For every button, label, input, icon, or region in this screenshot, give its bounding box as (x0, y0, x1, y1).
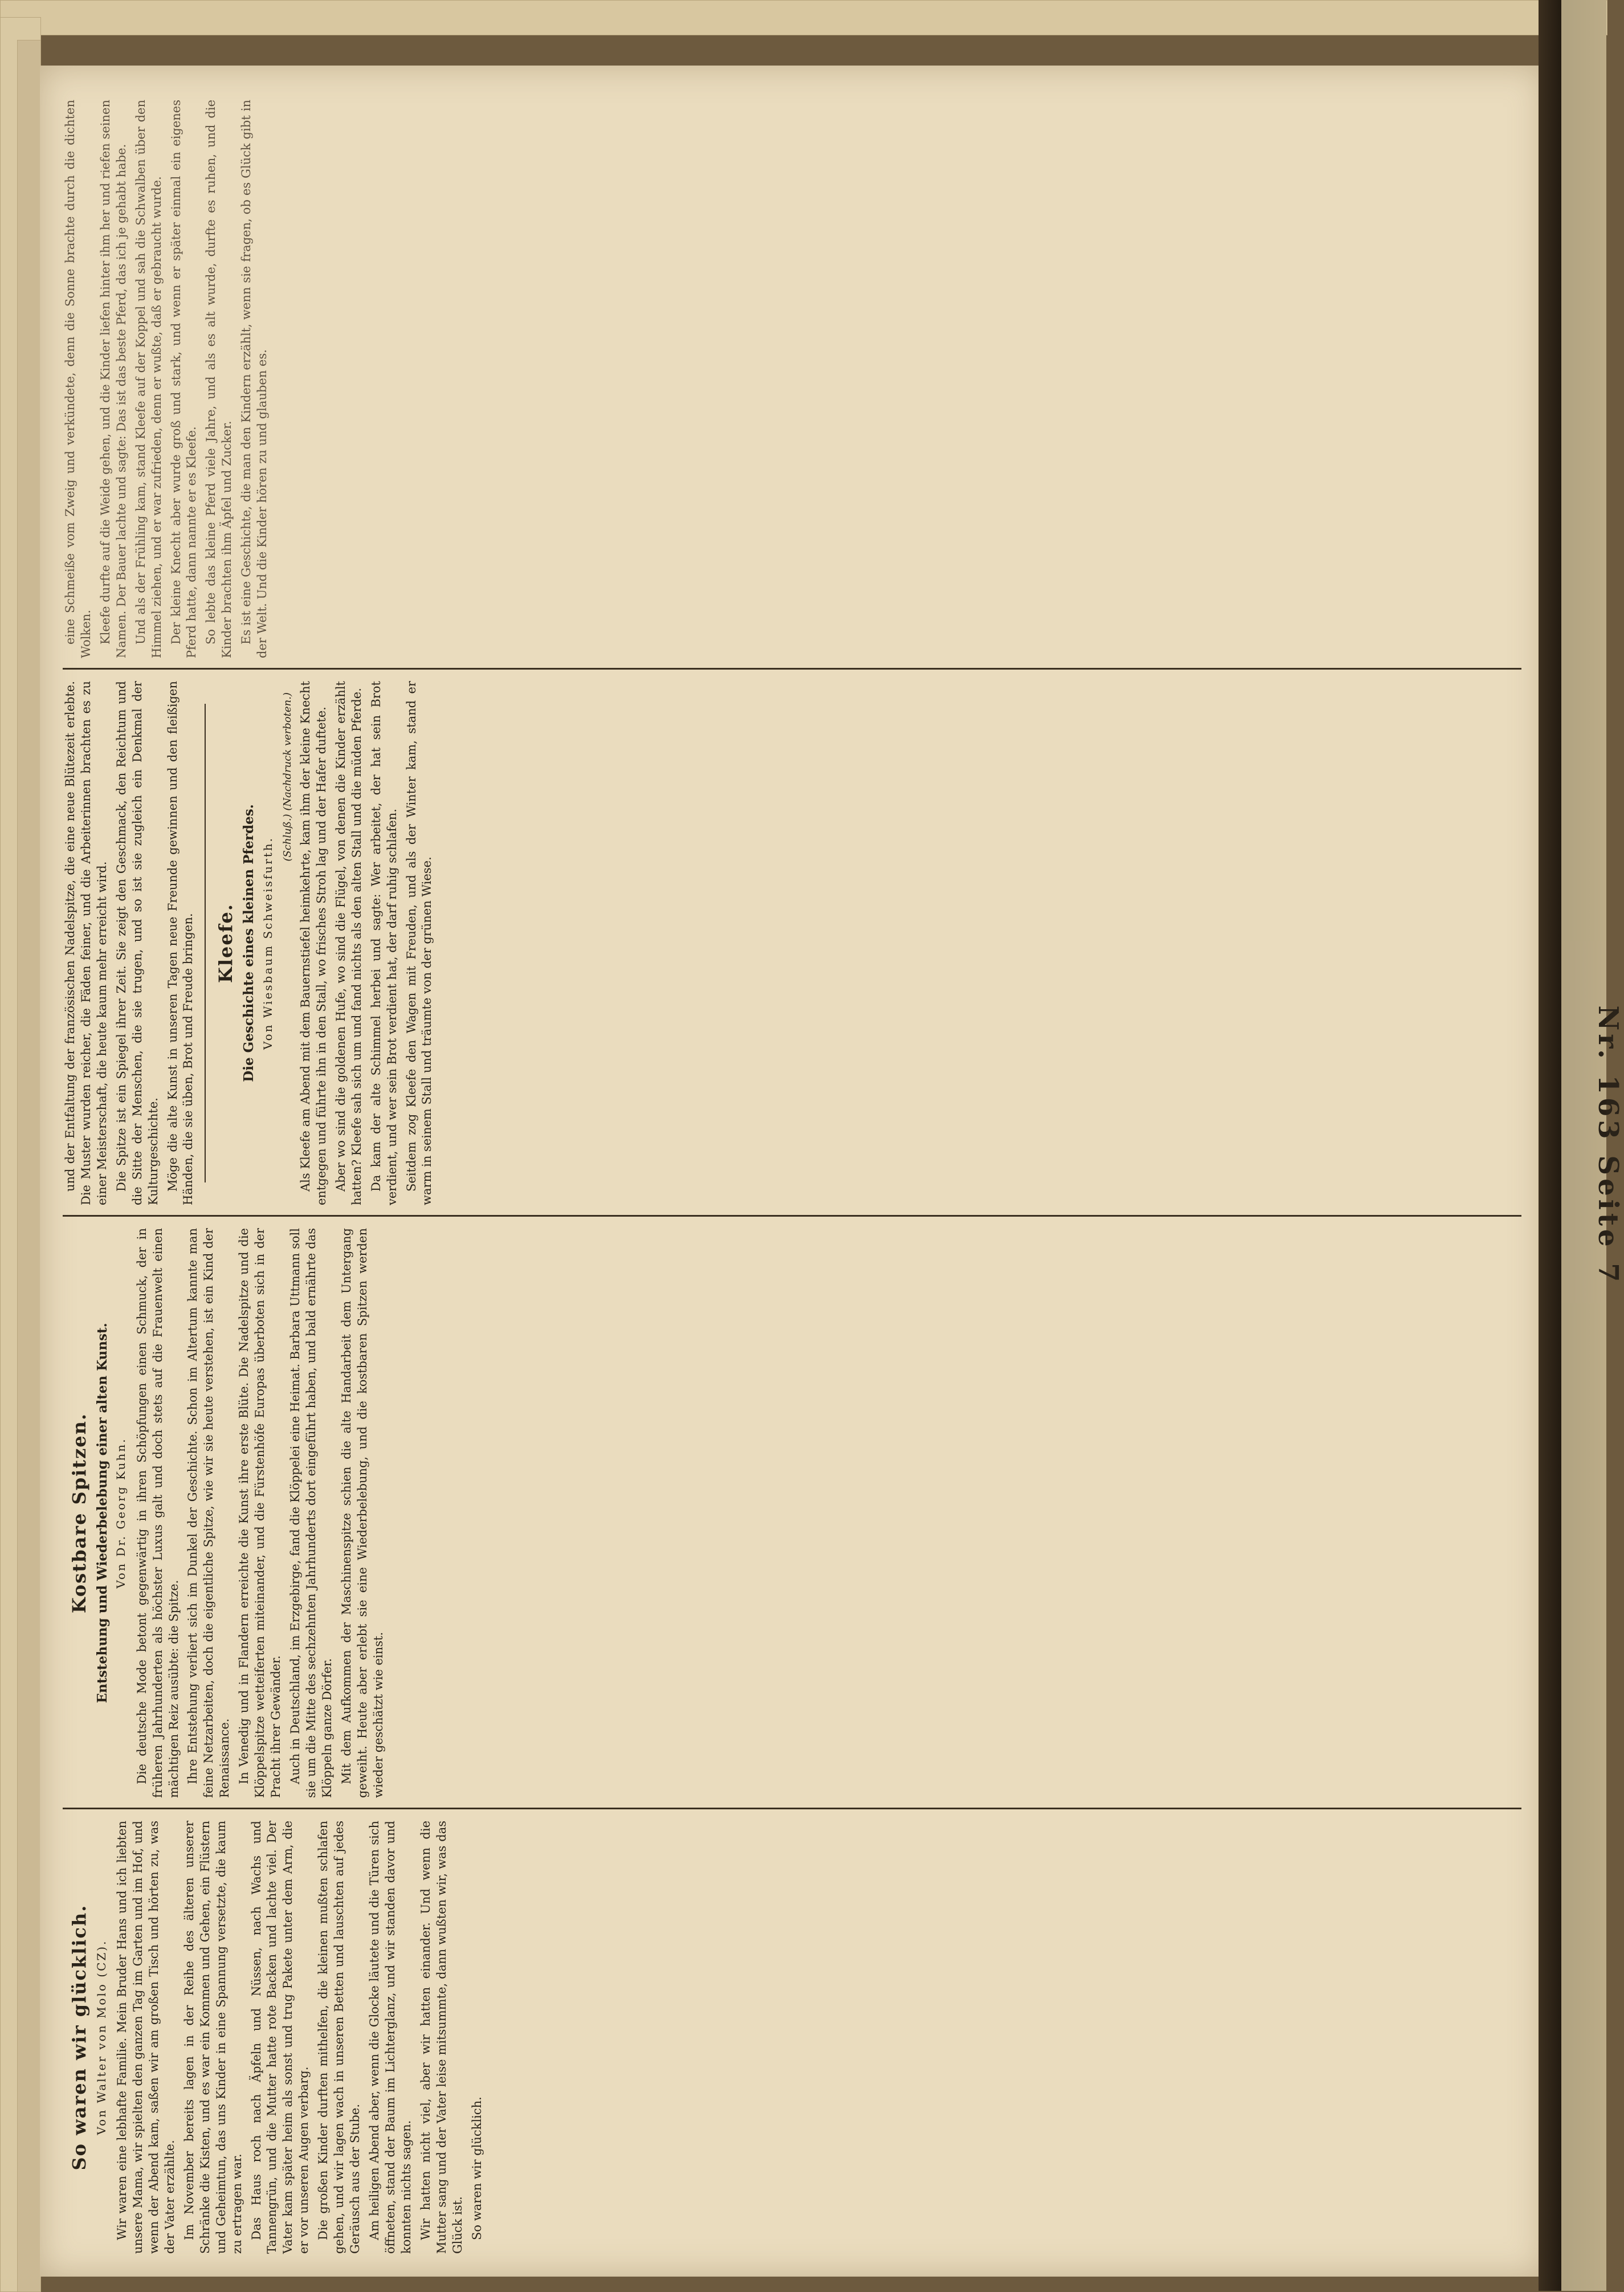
column-rule (63, 1215, 1521, 1217)
fable-cont-paragraph: eine Schmeiße vom Zweig und verkündete, denn die Sonne brachte durch die dichten Wolken. (63, 100, 93, 658)
page-stack-left-inner (17, 40, 41, 2292)
fable-subtitle: Die Geschichte eines kleinen Pferdes. (240, 804, 256, 1082)
essay-cont-paragraph: Möge die alte Kunst in unseren Tagen neue Freunde gewinnen und den fleißigen Händen, die sie üben, Brot und Freude bringen. (165, 681, 195, 1205)
essay-cont-paragraph: Die Spitze ist ein Spiegel ihrer Zeit. Sie zeigt den Geschmack, den Reichtum und die Sitte der Menschen, die sie trugen, und so ist sie zugleich ein Denkmal der Kulturgeschichte. (114, 681, 160, 1205)
story-paragraph: Die großen Kinder durften mithelfen, die kleinen mußten schlafen gehen, und wir lagen wach in unseren Betten und lauschten auf jedes Geräusch aus der Stube. (316, 1821, 362, 2254)
essay-paragraph: Ihre Entstehung verliert sich im Dunkel der Geschichte. Schon im Altertum kannte man feine Netzarbeiten, doch die eigentliche Spitze, wie wir sie heute verstehen, ist ein Kind der Renaissance. (186, 1228, 232, 1798)
story-column (63, 1821, 1521, 2254)
fable-paragraph: Aber wo sind die goldenen Hufe, wo sind die Flügel, von denen die Kinder erzählt hatten? Kleefe sah sich um und fand nichts als den alten Stall und die müden Pferde. (333, 681, 364, 1205)
story-title: So waren wir glücklich. (68, 1904, 90, 2171)
essay-paragraph: Mit dem Aufkommen der Maschinenspitze schien die alte Handarbeit dem Untergang geweiht. Heute aber erlebt sie eine Wiederbelebung, und die kostbaren Spitzen werden wieder geschätzt wie einst. (339, 1228, 385, 1798)
page-stack-top (0, 0, 1607, 35)
mixed-column (63, 681, 1521, 1205)
story-byline: Von Walter von Molo (CZ). (94, 1939, 108, 2135)
fable-cont-paragraph: Der kleine Knecht aber wurde groß und stark, und wenn er später einmal ein eigenes Pferd hatte, dann nannte er es Kleefe. (169, 100, 199, 658)
section-divider (205, 704, 206, 1182)
story-paragraph: Am heiligen Abend aber, wenn die Glocke läutete und die Türen sich öffneten, stand der Baum im Lichterglanz, und wir standen davor und konnten nichts sagen. (367, 1821, 413, 2254)
fable-cont-paragraph: Und als der Frühling kam, stand Kleefe auf der Koppel und sah die Schwalben über den Himmel ziehen, und er war zufrieden, denn er wußte, daß er gebraucht wurde. (133, 100, 164, 658)
essay-cont-paragraph: und der Entfaltung der französischen Nadelspitze, die eine neue Blütezeit erlebte. Die Muster wurden reicher, die Fäden feiner, und die Arbeiterinnen brachten es zu einer Meisterschaft, die heute kaum mehr erreicht wird. (63, 681, 109, 1205)
next-page-edge (1561, 0, 1624, 2291)
newspaper-page (40, 66, 1544, 2277)
next-page-masthead: Nr. 163 Seite 7 (1592, 1005, 1624, 1286)
fable-paragraph: Als Kleefe am Abend mit dem Bauernstiefel heimkehrte, kam ihm der kleine Knecht entgegen und führte ihn in den Stall, wo frisches Stroh lag und der Hafer duftete. (299, 681, 328, 1205)
column-rule (63, 1808, 1521, 1809)
essay-paragraph: Auch in Deutschland, im Erzgebirge, fand die Klöppelei eine Heimat. Barbara Uttmann soll sie um die Mitte des sechzehnten Jahrhunderts dort eingeführt haben, und bald ernährte das Klöppeln ganze Dörfer. (288, 1228, 334, 1798)
fable-title: Kleefe. (215, 903, 237, 983)
fable-paragraph: Da kam der alte Schimmel herbei und sagte: Wer arbeitet, der hat sein Brot verdient, und wer sein Brot verdient hat, der darf ruhig schlafen. (369, 681, 399, 1205)
fable-cont-column (63, 100, 1521, 658)
fable-paragraph: Seitdem zog Kleefe den Wagen mit Freuden, und als der Winter kam, stand er warm in seinem Stall und träumte von der grünen Wiese. (404, 681, 434, 1205)
story-paragraph: So waren wir glücklich. (470, 2097, 484, 2240)
fable-cont-paragraph: Kleefe durfte auf die Weide gehen, und die Kinder liefen hinter ihm her und riefen seinen Namen. Der Bauer lachte und sagte: Das ist das beste Pferd, das ich je gehabt habe. (98, 100, 128, 658)
fable-cont-paragraph: So lebte das kleine Pferd viele Jahre, und als es alt wurde, durfte es ruhen, und die Kinder brachten ihm Äpfel und Zucker. (204, 100, 234, 658)
essay-paragraph: Die deutsche Mode betont gegenwärtig in ihren Schöpfungen einen Schmuck, der in früheren Jahrhunderten als höchster Luxus galt und doch stets auf die Frauenwelt einen mächtigen Reiz ausübte: die Spitze. (134, 1228, 181, 1798)
fable-cont-paragraph: Es ist eine Geschichte, die man den Kindern erzählt, wenn sie fragen, ob es Glück gibt in der Welt. Und die Kinder hören zu und glauben es. (239, 100, 270, 658)
essay-subtitle: Entstehung und Wiederbelebung einer alten Kunst. (94, 1323, 110, 1703)
essay-column (63, 1228, 1521, 1798)
story-paragraph: Im November bereits lagen in der Reihe des älteren unserer Schränke die Kisten, und es war ein Kommen und Gehen, ein Flüstern und Geheimtun, das uns Kinder in eine Spannung versetzte, die kaum zu ertragen war. (182, 1821, 244, 2254)
story-paragraph: Das Haus roch nach Äpfeln und Nüssen, nach Wachs und Tannengrün, und die Mutter hatte rote Backen und lachte viel. Der Vater kam später heim als sonst und trug Pakete unter dem Arm, die er vor unseren Augen verbarg. (249, 1821, 311, 2254)
story-paragraph: Wir hatten nicht viel, aber wir hatten einander. Und wenn die Mutter sang und der Vater leise mitsummte, dann wußten wir, was das Glück ist. (418, 1821, 464, 2254)
fable-note: (Schluß.) (Nachdruck verboten.) (281, 692, 294, 862)
essay-paragraph: In Venedig und in Flandern erreichte die Kunst ihre erste Blüte. Die Nadelspitze und die Klöppelspitze wetteiferten miteinander, und die Fürstenhöfe Europas überboten sich in der Pracht ihrer Gewänder. (237, 1228, 283, 1798)
story-paragraph: Wir waren eine lebhafte Familie. Mein Bruder Hans und ich liebten unsere Mama, wir spielten den ganzen Tag im Garten und im Hof, und wenn der Abend kam, saßen wir am großen Tisch und hörten zu, was der Vater erzählte. (115, 1821, 177, 2254)
fable-byline: Von Wiesbaum Schweisfurth. (260, 836, 275, 1050)
essay-byline: Von Dr. Georg Kuhn. (114, 1437, 128, 1589)
column-rule (63, 668, 1521, 670)
essay-title: Kostbare Spitzen. (68, 1412, 90, 1614)
rotated-content (40, 66, 1544, 2277)
